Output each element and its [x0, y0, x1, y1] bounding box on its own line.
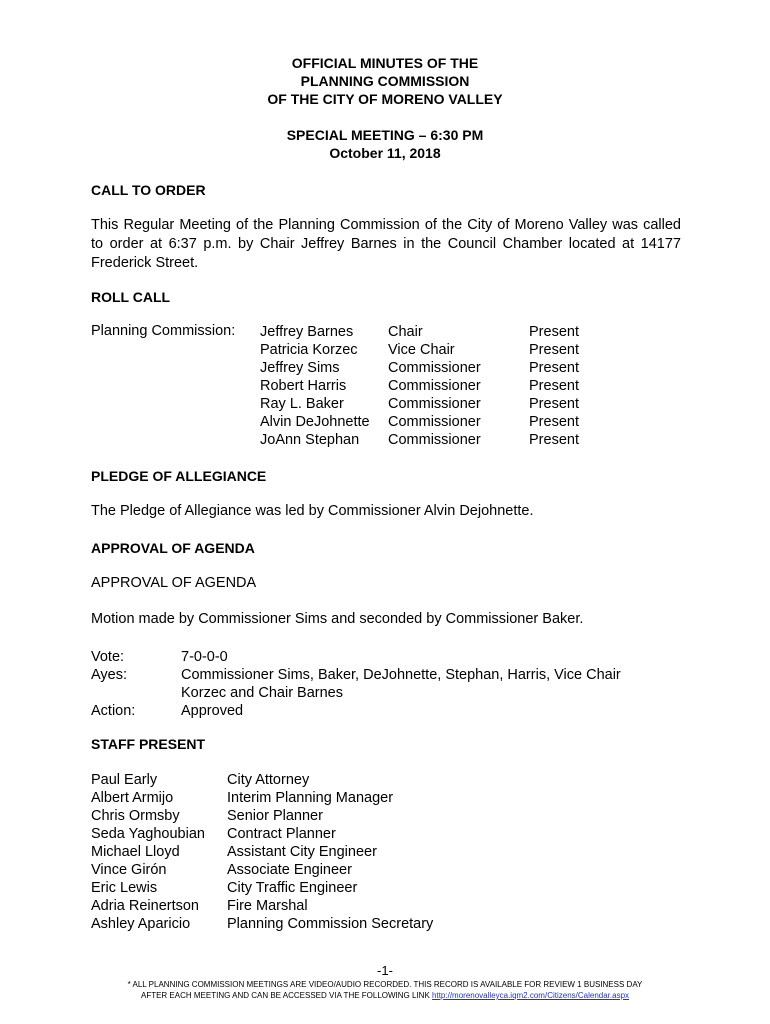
meeting-date: October 11, 2018: [329, 145, 441, 161]
action-label: Action:: [91, 703, 136, 719]
footer-note-text: AFTER EACH MEETING AND CAN BE ACCESSED VIA THE FOLLOWING LINK: [140, 991, 430, 1000]
staff-title: City Attorney: [227, 772, 310, 788]
document-title-line1: OFFICIAL MINUTES OF THE: [291, 55, 479, 71]
call-to-order-text: This Regular Meeting of the Planning Commission of the City of Moreno Valley was called to order at 6:37 p.m. by Chair Jeffrey Barnes in the Council Chamber located at 14177 Frederick Street.: [91, 217, 681, 271]
staff-title: Associate Engineer: [227, 862, 352, 878]
staff-name: Adria Reinertson: [91, 898, 199, 914]
staff-name: Albert Armijo: [91, 790, 174, 806]
staff-name: Ashley Aparicio: [91, 916, 191, 932]
member-status: Present: [529, 396, 579, 412]
member-name: Jeffrey Barnes: [260, 324, 354, 340]
footer-note-line2: [0, 990, 770, 1001]
member-status: Present: [529, 360, 579, 376]
member-role: Commissioner: [388, 360, 481, 376]
staff-heading: STAFF PRESENT: [91, 736, 206, 752]
staff-title: Contract Planner: [227, 826, 336, 842]
member-name: Patricia Korzec: [260, 342, 358, 358]
member-name: Robert Harris: [260, 378, 347, 394]
staff-name: Paul Early: [91, 772, 158, 788]
vote-value: 7-0-0-0: [181, 649, 228, 665]
staff-title: City Traffic Engineer: [227, 880, 358, 896]
staff-titles: [227, 771, 433, 933]
footer-note-line1: * ALL PLANNING COMMISSION MEETINGS ARE VIDEO/AUDIO RECORDED. THIS RECORD IS AVAILABLE FOR REVIEW 1 BUSINESS DAY: [127, 980, 643, 989]
document-title-line3: OF THE CITY OF MORENO VALLEY: [267, 91, 503, 107]
staff-title: Assistant City Engineer: [227, 844, 377, 860]
member-name: Jeffrey Sims: [260, 360, 340, 376]
staff-title: Interim Planning Manager: [227, 790, 394, 806]
member-role: Vice Chair: [388, 342, 455, 358]
ayes-value-line1: Commissioner Sims, Baker, DeJohnette, Stephan, Harris, Vice Chair: [181, 667, 621, 683]
calendar-link[interactable]: http://morenovalleyca.iqm2.com/Citizens/Calendar.aspx: [432, 991, 630, 1000]
member-status: Present: [529, 432, 579, 448]
staff-name: Vince Girón: [91, 862, 167, 878]
vote-values: [181, 648, 621, 720]
action-value: Approved: [181, 703, 244, 719]
member-status: Present: [529, 342, 579, 358]
member-name: Ray L. Baker: [260, 396, 344, 412]
roll-call-heading: ROLL CALL: [91, 289, 171, 305]
member-role: Commissioner: [388, 396, 481, 412]
member-role: Chair: [388, 324, 423, 340]
member-name: JoAnn Stephan: [260, 432, 360, 448]
staff-name: Seda Yaghoubian: [91, 826, 205, 842]
roll-call-status: [529, 323, 579, 449]
page-number: -1-: [377, 963, 393, 978]
staff-title: Senior Planner: [227, 808, 323, 824]
staff-name: Michael Lloyd: [91, 844, 180, 860]
roll-call-label: Planning Commission:: [91, 323, 236, 339]
approval-subheading: APPROVAL OF AGENDA: [91, 575, 257, 591]
member-status: Present: [529, 378, 579, 394]
call-to-order-heading: CALL TO ORDER: [91, 182, 206, 198]
roll-call-roles: [388, 323, 481, 449]
staff-title: Planning Commission Secretary: [227, 916, 434, 932]
staff-names: [91, 771, 205, 933]
member-status: Present: [529, 324, 579, 340]
vote-labels: [91, 648, 135, 720]
staff-name: Eric Lewis: [91, 880, 158, 896]
ayes-label: Ayes:: [91, 667, 128, 683]
member-role: Commissioner: [388, 378, 481, 394]
member-status: Present: [529, 414, 579, 430]
vote-label: Vote:: [91, 649, 125, 665]
roll-call-names: [260, 323, 370, 449]
member-name: Alvin DeJohnette: [260, 414, 370, 430]
approval-heading: APPROVAL OF AGENDA: [91, 540, 255, 556]
member-role: Commissioner: [388, 414, 481, 430]
staff-title: Fire Marshal: [227, 898, 308, 914]
meeting-type: SPECIAL MEETING – 6:30 PM: [286, 127, 484, 143]
document-title-line2: PLANNING COMMISSION: [300, 73, 470, 89]
motion-text: Motion made by Commissioner Sims and seconded by Commissioner Baker.: [91, 611, 584, 627]
pledge-text: The Pledge of Allegiance was led by Commissioner Alvin Dejohnette.: [91, 503, 534, 519]
member-role: Commissioner: [388, 432, 481, 448]
staff-name: Chris Ormsby: [91, 808, 180, 824]
ayes-value-line2: Korzec and Chair Barnes: [181, 685, 343, 701]
pledge-heading: PLEDGE OF ALLEGIANCE: [91, 468, 267, 484]
